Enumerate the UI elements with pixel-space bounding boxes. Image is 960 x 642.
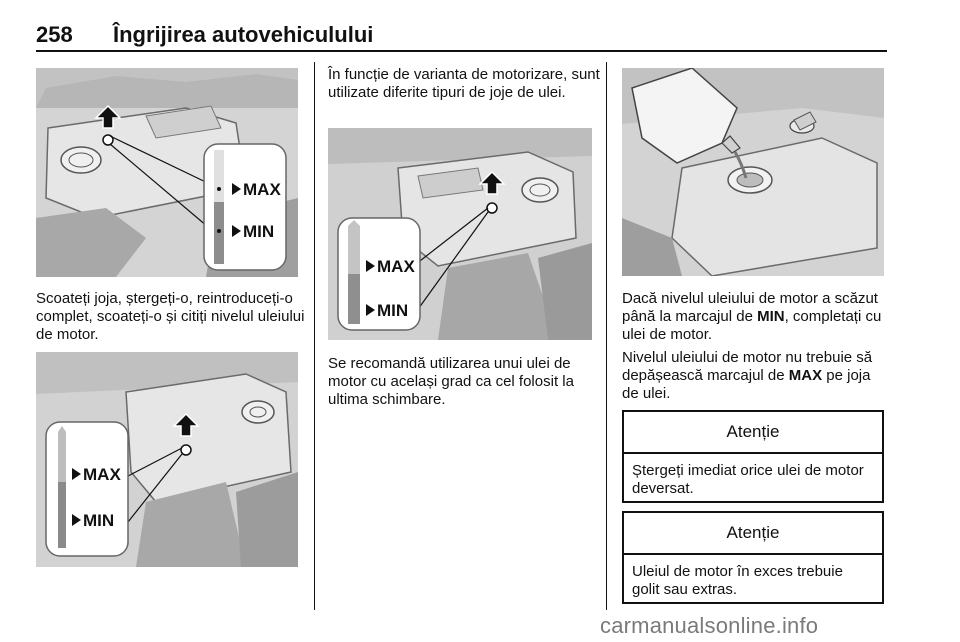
engine-illustration	[328, 128, 592, 340]
min-emphasis: MIN	[757, 308, 785, 325]
refill-paragraph	[622, 290, 886, 344]
engine-illustration	[36, 352, 298, 567]
max-limit-paragraph	[622, 349, 888, 403]
recommendation-paragraph: Se recomandă utilizarea unui ulei de motor cu același grad ca cel folosit la ultima schimbare.	[328, 355, 574, 408]
caution-body: Uleiul de motor în exces trebuie golit sau extras.	[632, 563, 843, 598]
caution-box-2	[622, 511, 884, 604]
refill-text-part: Dacă nivelul uleiului de motor a scăzut până la marcajul de	[622, 290, 878, 325]
max-emphasis: MAX	[788, 367, 823, 384]
engine-illustration	[36, 68, 298, 277]
max-mark-label: MAX	[243, 180, 281, 199]
oil-refill-figure	[622, 68, 884, 276]
page-header	[36, 0, 887, 52]
refill-text-part: , completați cu ulei de motor.	[622, 308, 882, 343]
watermark: carmanualsonline.info	[600, 613, 819, 638]
dipstick-figure-3	[328, 128, 592, 340]
max-mark-label: MAX	[83, 465, 121, 484]
dipstick-figure-2	[36, 352, 298, 567]
page-title: Îngrijirea autovehiculului	[113, 22, 374, 47]
min-mark-label: MIN	[83, 511, 115, 530]
caution-box-1	[622, 410, 884, 503]
oil-pouring-illustration	[622, 68, 884, 276]
max-limit-text-part: Nivelul uleiului de motor nu trebuie să depășească marcajul de	[622, 349, 873, 384]
min-mark-label: MIN	[243, 222, 275, 241]
max-limit-text-part: pe joja de ulei.	[622, 367, 871, 402]
page-number: 258	[36, 22, 73, 47]
column-divider-1	[314, 62, 315, 610]
dipstick-figure-1	[36, 68, 298, 277]
column-divider-2	[606, 62, 607, 610]
intro-paragraph: În funcție de varianta de motorizare, sunt utilizate diferite tipuri de joje de ulei.	[328, 66, 600, 101]
caution-body: Ștergeți imediat orice ulei de motor deversat.	[632, 462, 864, 497]
instruction-paragraph: Scoateți joja, ștergeți-o, reintroduceți-o complet, scoateți-o și citiți nivelul uleiului de motor.	[36, 290, 305, 343]
caution-title: Atenție	[624, 412, 882, 454]
min-mark-label: MIN	[377, 301, 409, 320]
caution-title: Atenție	[624, 513, 882, 555]
header-rule	[36, 50, 887, 52]
max-mark-label: MAX	[377, 257, 415, 276]
